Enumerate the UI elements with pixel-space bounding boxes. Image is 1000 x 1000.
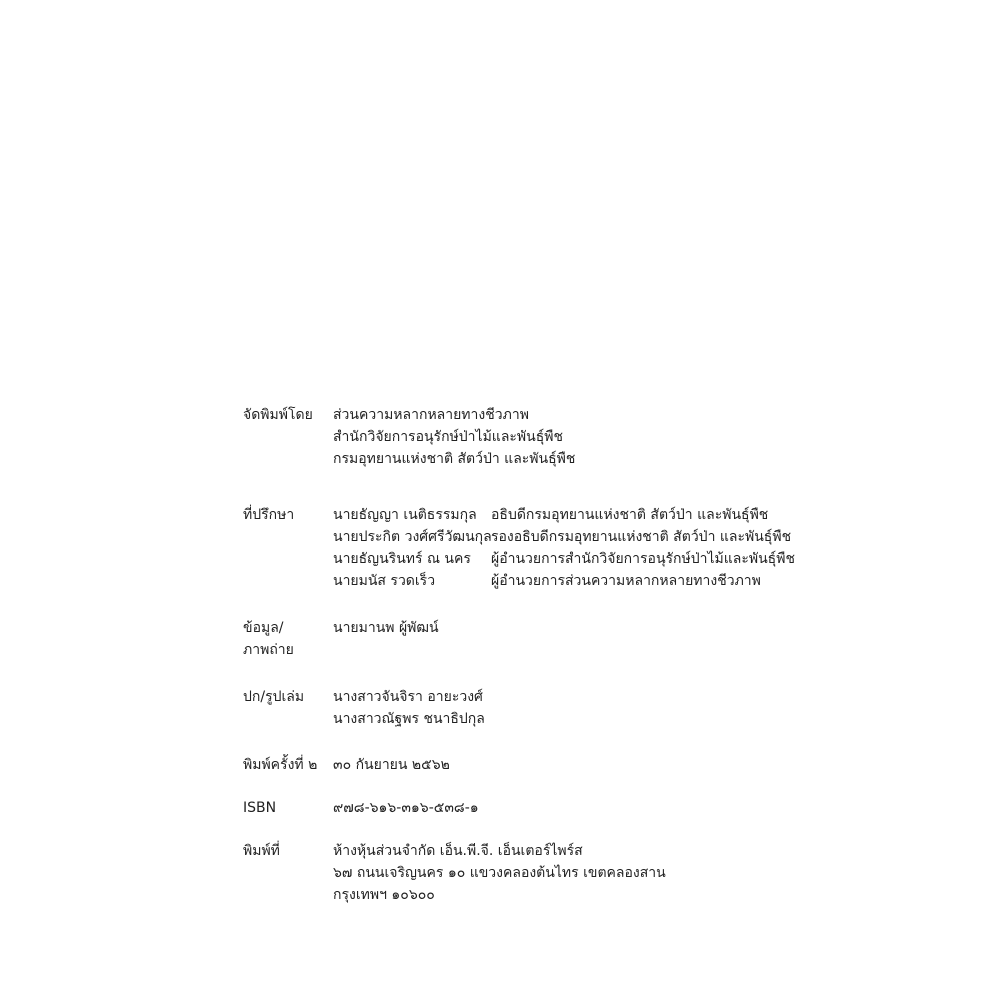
- data-photo-content: [333, 617, 439, 639]
- cover-layout-label: ปก/รูปเล่ม: [243, 689, 305, 705]
- edition-content: [333, 754, 450, 776]
- data-photo-label-line: ภาพถ่าย: [243, 642, 294, 658]
- advisors-label: ที่ปรึกษา: [243, 507, 295, 523]
- printer-line: ๖๗ ถนนเจริญนคร ๑๐ แขวงคลองต้นไทร เขตคลองสาน: [333, 865, 666, 881]
- edition-label: พิมพ์ครั้งที่ ๒: [243, 757, 318, 773]
- advisor-row: [333, 548, 795, 570]
- isbn-section: [243, 797, 983, 819]
- isbn-value: ๙๗๘-๖๑๖-๓๑๖-๕๓๘-๑: [333, 800, 479, 816]
- printer-section: [243, 840, 983, 906]
- advisor-row: [333, 570, 795, 592]
- advisors-section: [243, 504, 983, 592]
- advisor-name: นายมนัส รวดเร็ว: [333, 573, 436, 589]
- data-photo-section: [243, 617, 983, 661]
- edition-value: ๓๐ กันยายน ๒๕๖๒: [333, 757, 450, 773]
- advisor-name: นายธัญนรินทร์ ณ นคร: [333, 551, 471, 567]
- advisor-name: นายธัญญา เนติธรรมกุล: [333, 507, 477, 523]
- colophon: [243, 404, 983, 906]
- cover-layout-content: [333, 686, 485, 730]
- data-photo-label-line: ข้อมูล/: [243, 620, 284, 636]
- isbn-label: ISBN: [243, 800, 277, 816]
- publisher-content: [333, 404, 575, 470]
- edition-section: [243, 754, 983, 776]
- advisor-row: [333, 504, 795, 526]
- printer-line: ห้างหุ้นส่วนจำกัด เอ็น.พี.จี. เอ็นเตอร์ไพร์ส: [333, 843, 583, 859]
- cover-layout-line: นางสาวจันจิรา อายะวงศ์: [333, 689, 483, 705]
- data-photo-label: [243, 617, 333, 661]
- advisor-row: [333, 526, 795, 548]
- advisor-title: ผู้อำนวยการสำนักวิจัยการอนุรักษ์ป่าไม้และพันธุ์พืช: [491, 551, 795, 567]
- cover-layout-line: นางสาวณัฐพร ชนาธิปกุล: [333, 711, 485, 727]
- cover-layout-section: [243, 686, 983, 730]
- publisher-line: ส่วนความหลากหลายทางชีวภาพ: [333, 407, 529, 423]
- advisor-title: ผู้อำนวยการส่วนความหลากหลายทางชีวภาพ: [491, 573, 761, 589]
- publisher-line: สำนักวิจัยการอนุรักษ์ป่าไม้และพันธุ์พืช: [333, 429, 563, 445]
- printer-label: พิมพ์ที่: [243, 843, 280, 859]
- isbn-content: [333, 797, 479, 819]
- advisors-content: [333, 504, 795, 592]
- advisor-title: อธิบดีกรมอุทยานแห่งชาติ สัตว์ป่า และพันธุ์พืช: [491, 507, 769, 523]
- printer-content: [333, 840, 666, 906]
- printer-line: กรุงเทพฯ ๑๐๖๐๐: [333, 887, 435, 903]
- advisor-name: นายประกิต วงศ์ศรีวัฒนกุล: [333, 529, 492, 545]
- advisor-title: รองอธิบดีกรมอุทยานแห่งชาติ สัตว์ป่า และพันธุ์พืช: [491, 529, 792, 545]
- publisher-section: [243, 404, 983, 470]
- publisher-label: จัดพิมพ์โดย: [243, 407, 313, 423]
- publisher-line: กรมอุทยานแห่งชาติ สัตว์ป่า และพันธุ์พืช: [333, 451, 576, 467]
- data-photo-value: นายมานพ ผู้พัฒน์: [333, 620, 439, 636]
